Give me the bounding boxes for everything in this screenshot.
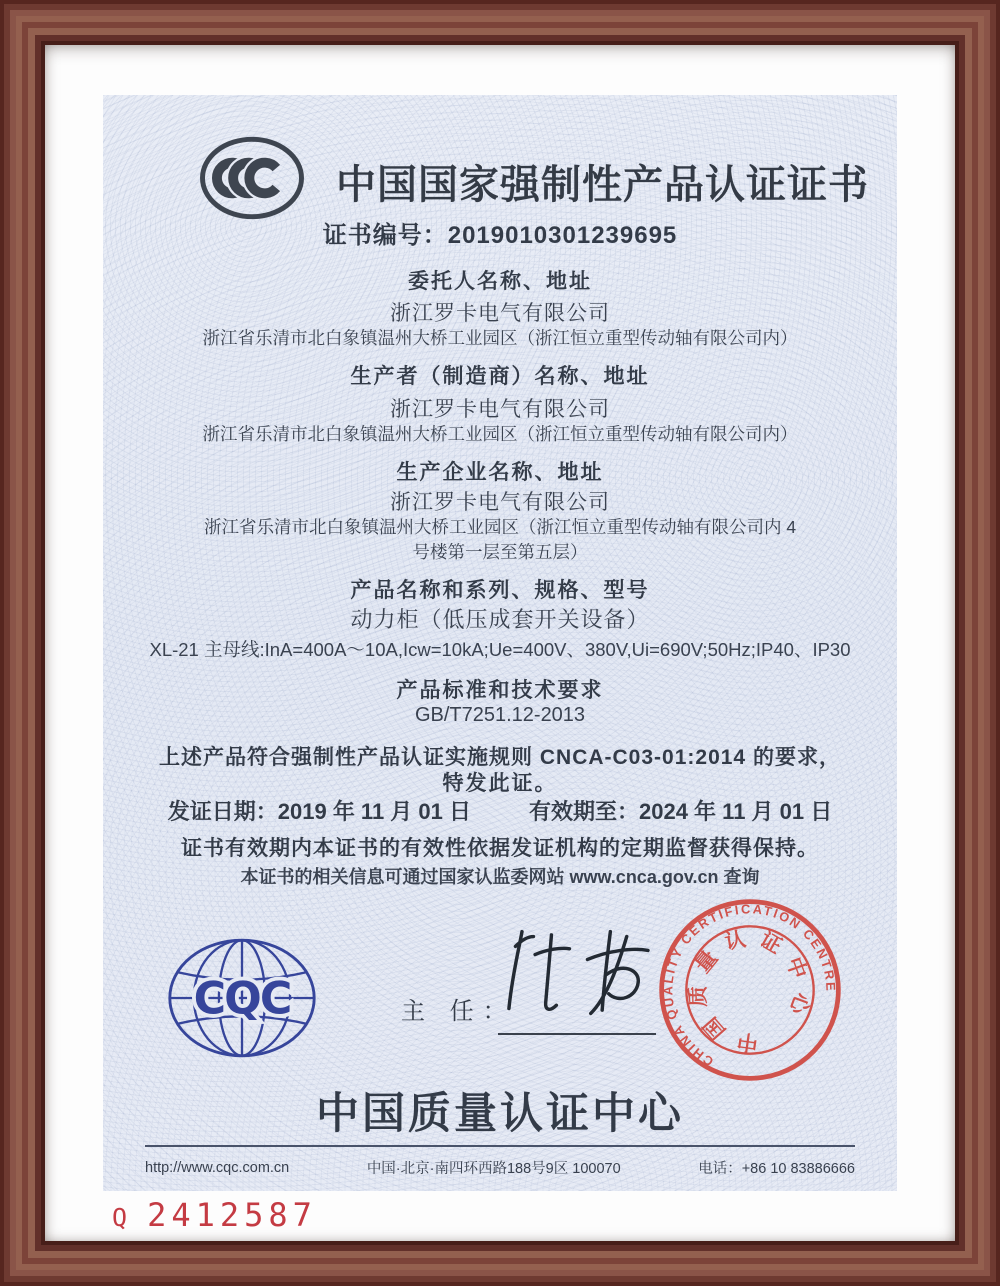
entrust-name: 浙江罗卡电气有限公司 [390, 302, 610, 325]
certificate-number: 证书编号：2019010301239695 [322, 222, 678, 249]
entrust-address: 浙江省乐清市北白象镇温州大桥工业园区（浙江恒立重型传动轴有限公司内） [202, 328, 798, 348]
dates-row [103, 795, 897, 826]
declaration-line1: 上述产品符合强制性产品认证实施规则 CNCA-C03-01:2014 的要求， [159, 746, 841, 769]
signature-underline [498, 1033, 656, 1035]
footer-divider [145, 1145, 855, 1147]
standard-heading: 产品标准和技术要求 [396, 679, 604, 702]
director-label: 主 任： [401, 998, 516, 1025]
footer-website: http://www.cqc.com.cn [145, 1159, 290, 1176]
serial-prefix: Q [112, 1203, 128, 1232]
issue-date: 发证日期：2019 年 11 月 01 日 [167, 799, 471, 824]
cqc-logo-icon [165, 935, 319, 1061]
certificate-title: 中国国家强制性产品认证证书 [336, 163, 869, 207]
product-spec: XL-21 主母线:InA=400A～10A,Icw=10kA;Ue=400V、380V,Ui=690V;50Hz;IP40、IP30 [149, 639, 851, 660]
svg-text:CQC: CQC [193, 973, 291, 1025]
ccc-mark-icon [198, 133, 306, 223]
manufacturer-address: 浙江省乐清市北白象镇温州大桥工业园区（浙江恒立重型传动轴有限公司内） [202, 424, 798, 444]
certificate-sheet [103, 95, 897, 1191]
serial-digits: 2412587 [147, 1196, 317, 1234]
footer-phone: 电话：+86 10 83886666 [698, 1161, 855, 1177]
standard-value: GB/T7251.12-2013 [414, 704, 586, 726]
svg-text:中国质量认证中心: 中国质量认证中心 [686, 925, 814, 1055]
product-heading: 产品名称和系列、规格、型号 [350, 579, 650, 602]
factory-address-line1: 浙江省乐清市北白象镇温州大桥工业园区（浙江恒立重型传动轴有限公司内 4 [203, 517, 797, 537]
footer-address: 中国·北京·南四环西路188号9区 100070 [366, 1161, 621, 1177]
footer-bar [145, 1157, 855, 1178]
factory-name: 浙江罗卡电气有限公司 [390, 491, 610, 514]
organization-name: 中国质量认证中心 [316, 1090, 684, 1138]
expiry-date: 有效期至：2024 年 11 月 01 日 [529, 799, 833, 824]
entrust-heading: 委托人名称、地址 [408, 270, 592, 293]
serial-number [112, 1196, 317, 1234]
manufacturer-name: 浙江罗卡电气有限公司 [390, 398, 610, 421]
product-name: 动力柜（低压成套开关设备） [350, 607, 650, 632]
manufacturer-heading: 生产者（制造商）名称、地址 [350, 365, 650, 388]
factory-heading: 生产企业名称、地址 [396, 461, 604, 484]
svg-text:CHINA QUALITY CERTIFICATION CE: CHINA QUALITY CERTIFICATION CENTRE [660, 901, 839, 1070]
factory-address-line2: 号楼第一层至第五层） [412, 542, 588, 562]
declaration-line2: 特发此证。 [442, 772, 558, 795]
info-note: 本证书的相关信息可通过国家认监委网站 www.cnca.gov.cn 查询 [240, 867, 760, 887]
validity-note: 证书有效期内本证书的有效性依据发证机构的定期监督获得保持。 [181, 837, 819, 860]
